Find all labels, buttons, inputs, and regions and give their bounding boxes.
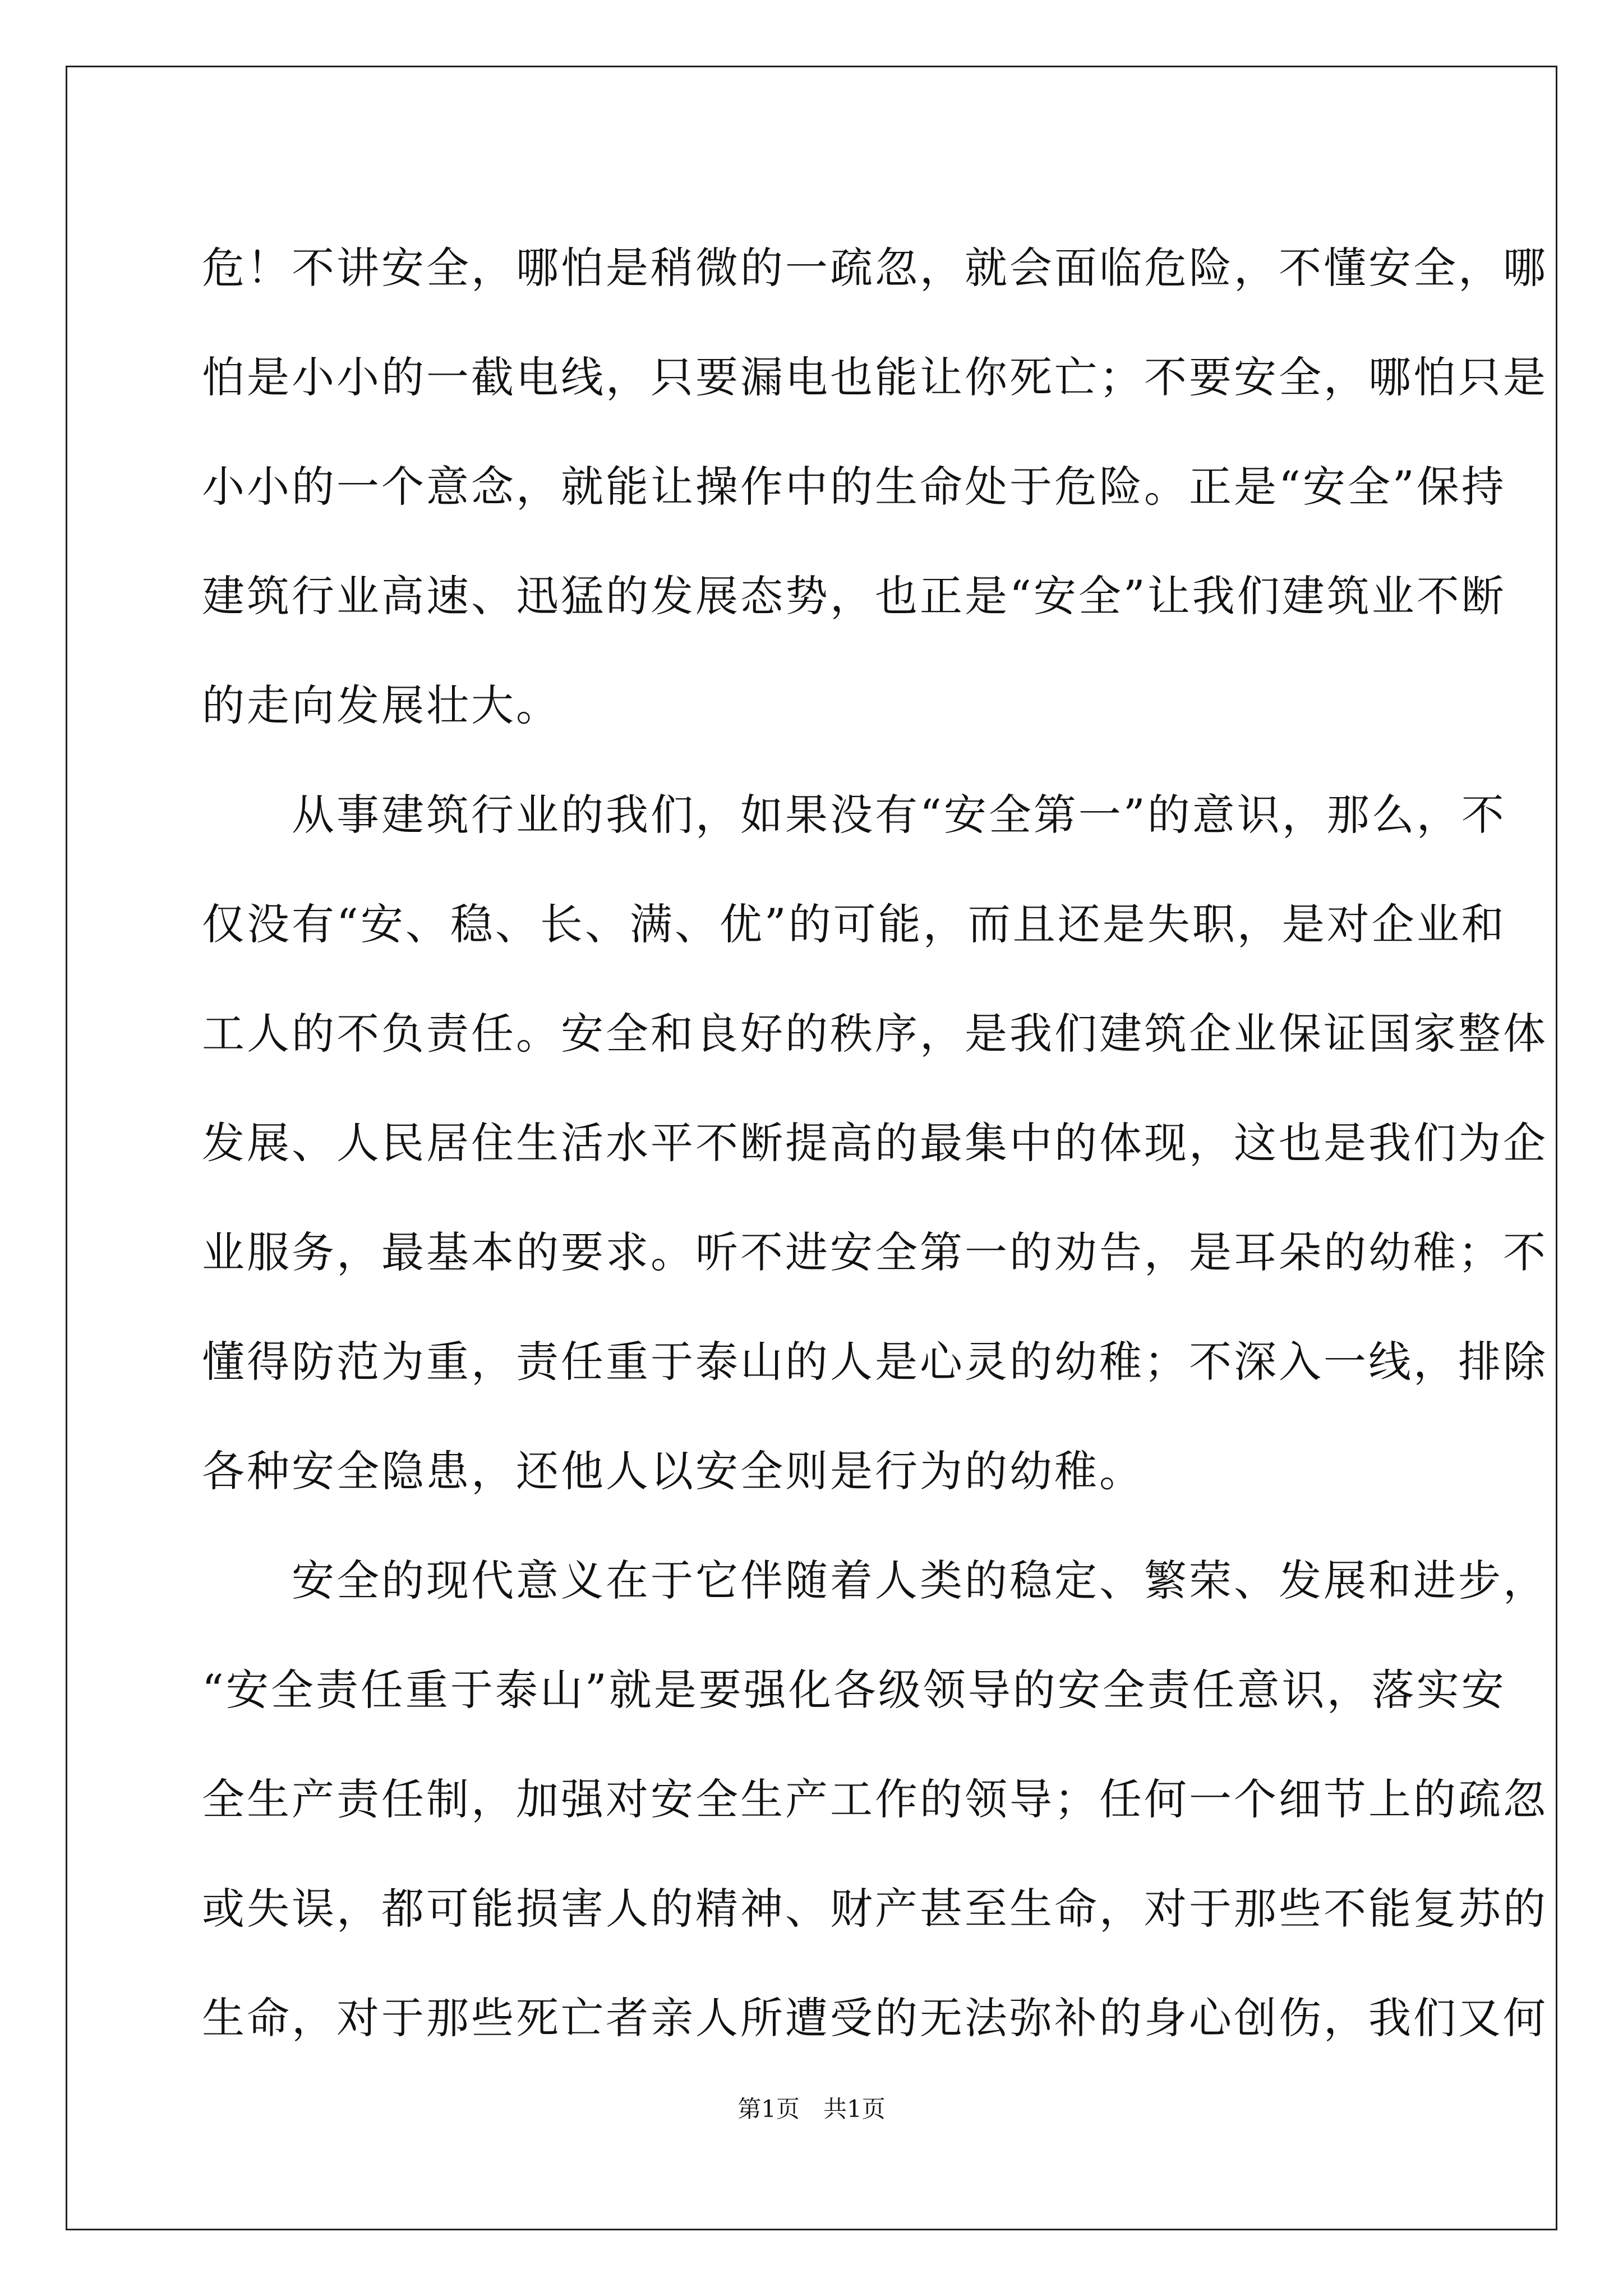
text-line: 工人的不负责任。安全和良好的秩序，是我们建筑企业保证国家整体: [202, 1009, 1548, 1059]
text-line: 小小的一个意念，就能让操作中的生命处于危险。正是“安全”保持: [202, 462, 1506, 512]
text-line: 各种安全隐患，还他人以安全则是行为的幼稚。: [202, 1446, 1144, 1496]
text-line: 怕是小小的一截电线，只要漏电也能让你死亡；不要安全，哪怕只是: [202, 352, 1548, 402]
page-footer: 第1页 共1页: [737, 2095, 886, 2123]
text-line: 全生产责任制，加强对安全生产工作的领导；任何一个细节上的疏忽: [202, 1774, 1548, 1824]
text-line: 或失误，都可能损害人的精神、财产甚至生命，对于那些不能复苏的: [202, 1884, 1548, 1934]
text-line: 业服务，最基本的要求。听不进安全第一的劝告，是耳朵的幼稚；不: [202, 1227, 1548, 1277]
text-line: 危！不讲安全，哪怕是稍微的一疏忽，就会面临危险，不懂安全，哪: [202, 243, 1548, 293]
text-line: 仅没有“安、稳、长、满、优”的可能，而且还是失职，是对企业和: [202, 899, 1506, 949]
text-line: “安全责任重于泰山”就是要强化各级领导的安全责任意识，落实安: [202, 1665, 1506, 1715]
text-line: 的走向发展壮大。: [202, 680, 561, 730]
document-body: [202, 213, 1548, 2073]
text-line: 懂得防范为重，责任重于泰山的人是心灵的幼稚；不深入一线，排除: [202, 1337, 1548, 1387]
text-line: 从事建筑行业的我们，如果没有“安全第一”的意识，那么，不: [202, 790, 1506, 840]
text-line: 安全的现代意义在于它伴随着人类的稳定、繁荣、发展和进步，: [202, 1556, 1548, 1605]
text-line: 生命，对于那些死亡者亲人所遭受的无法弥补的身心创伤，我们又何: [202, 1993, 1548, 2043]
text-line: 发展、人民居住生活水平不断提高的最集中的体现，这也是我们为企: [202, 1118, 1548, 1168]
text-line: 建筑行业高速、迅猛的发展态势，也正是“安全”让我们建筑业不断: [202, 571, 1506, 621]
